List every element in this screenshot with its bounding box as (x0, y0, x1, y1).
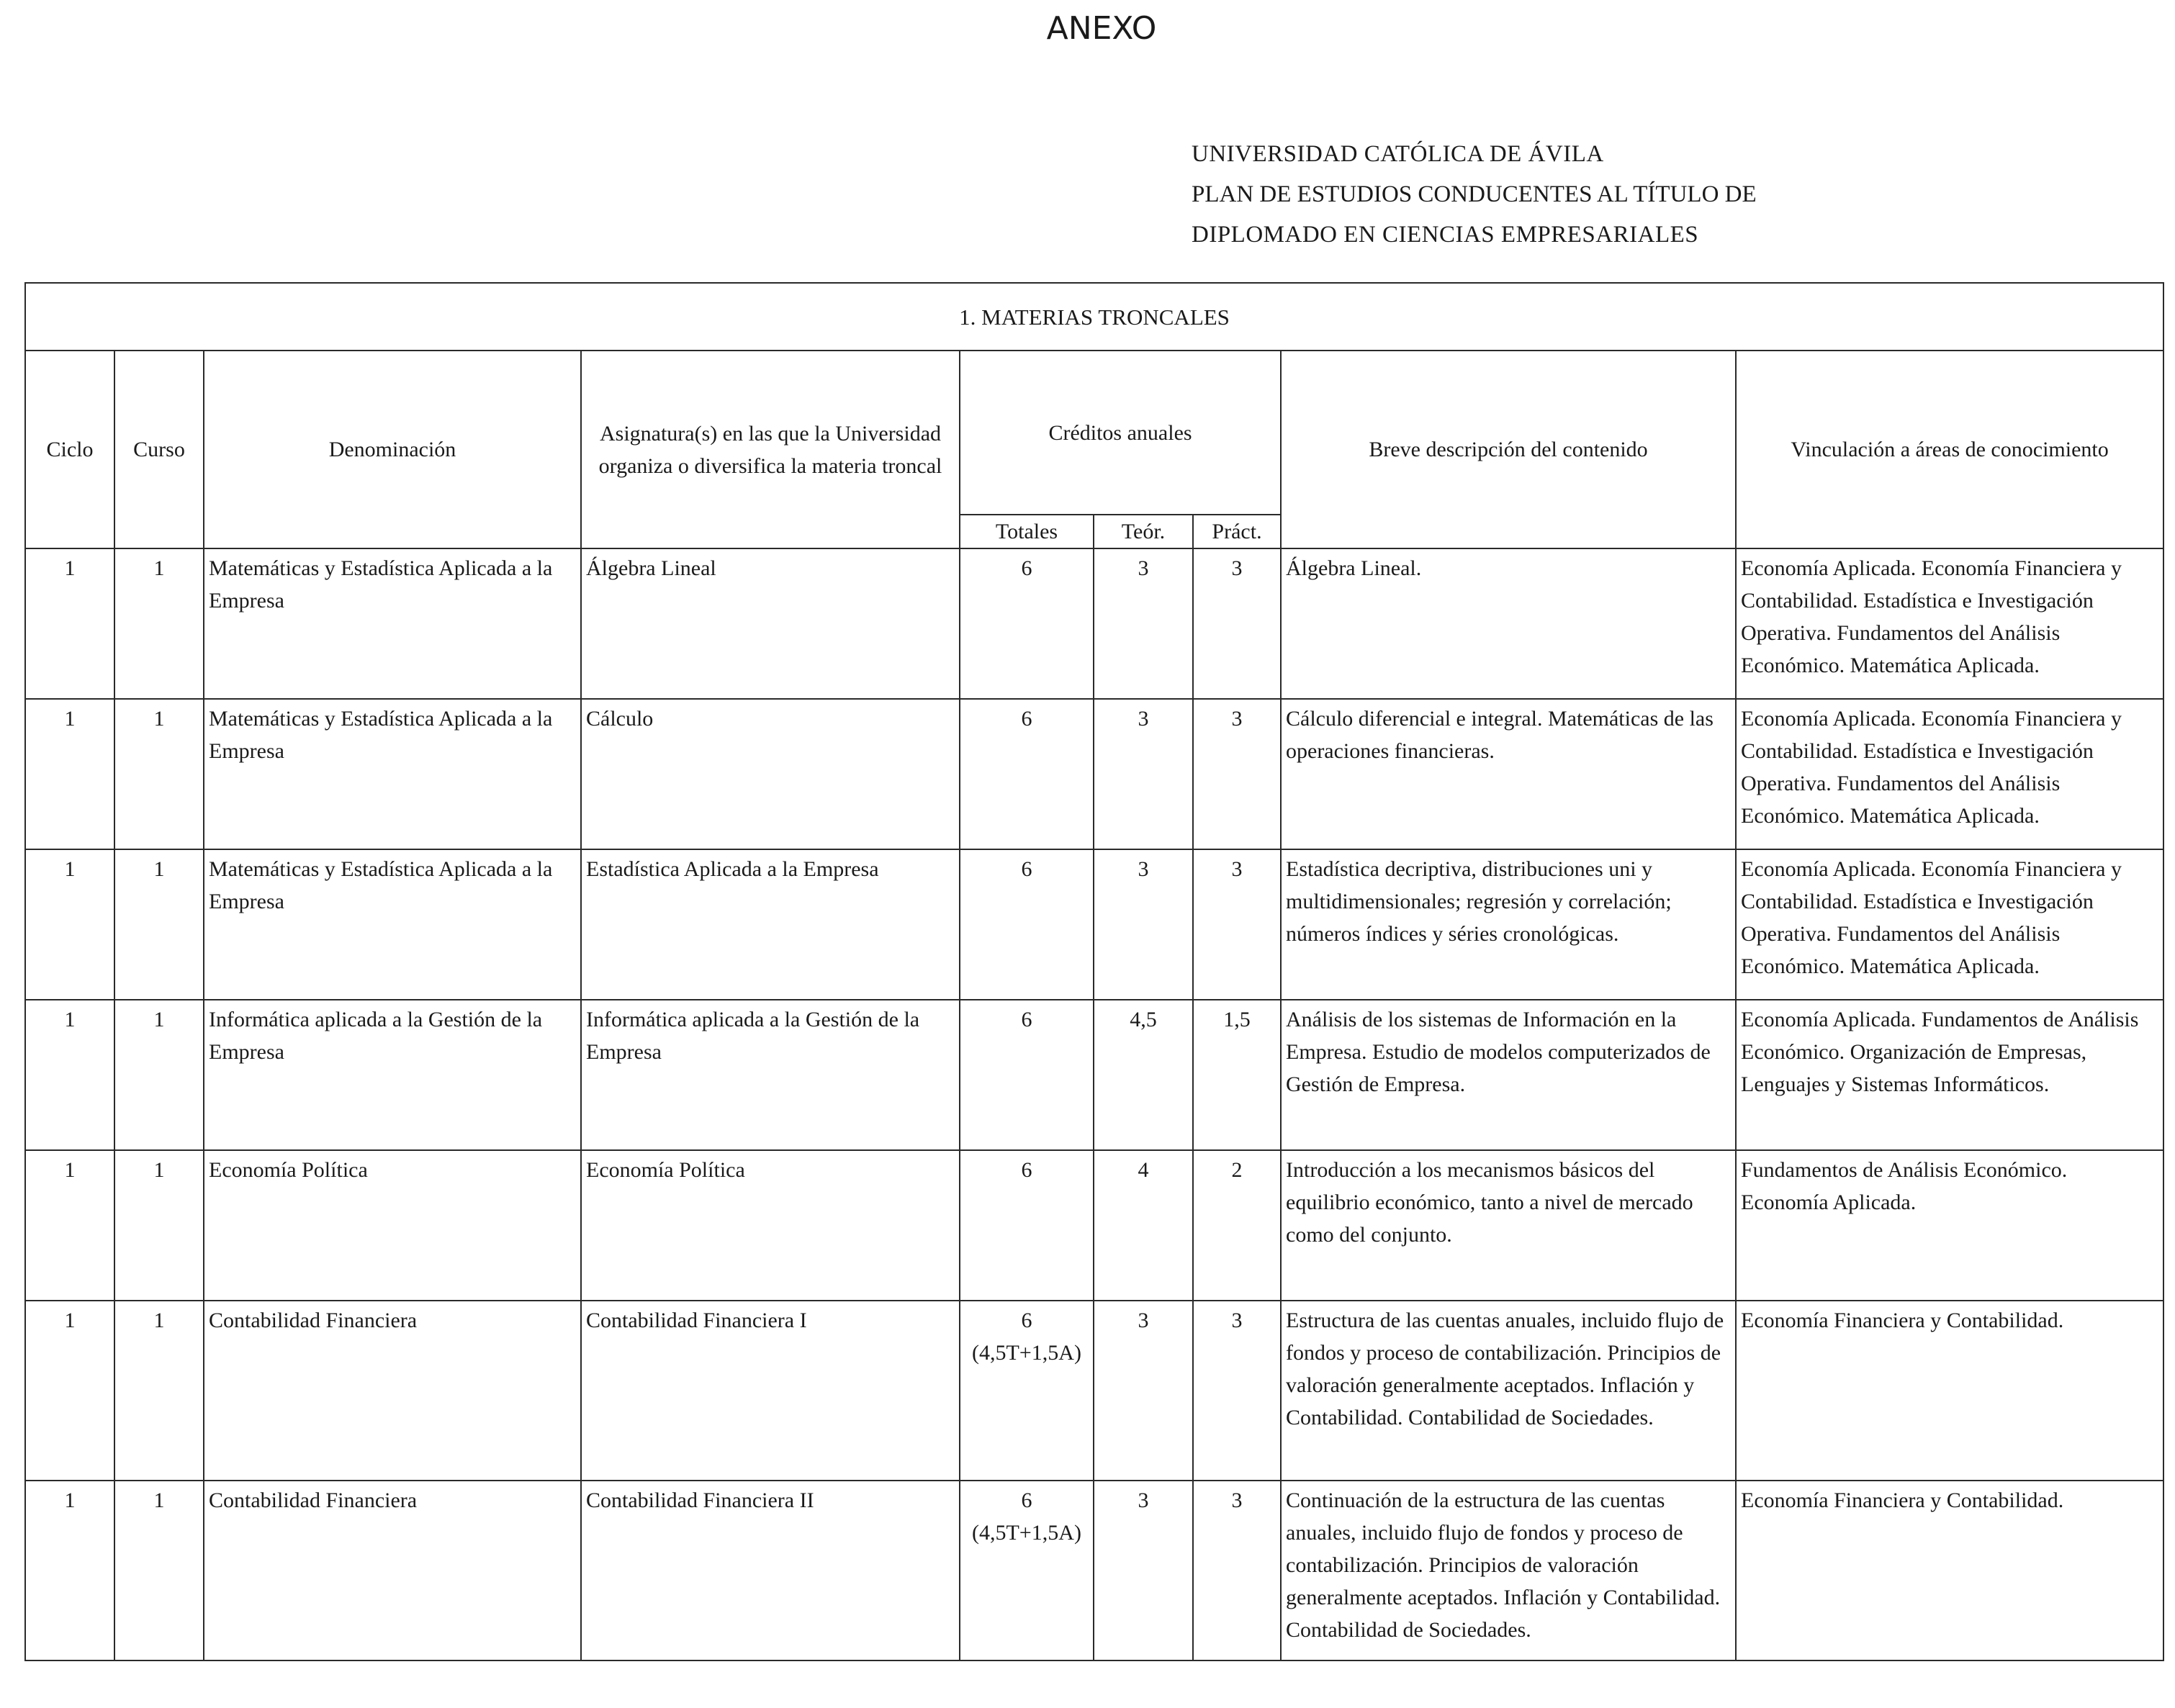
cell-teor: 3 (1094, 1301, 1193, 1481)
cell-descripcion: Introducción a los mecanismos básicos del equilibrio económico, tanto a nivel de mercado como del conjunto. (1281, 1150, 1736, 1301)
cell-pract: 3 (1193, 1481, 1281, 1660)
cell-asignatura: Cálculo (581, 699, 960, 849)
header-asignaturas: Asignatura(s) en las que la Universidad organiza o diversifica la materia troncal (581, 351, 960, 548)
plan-title: PLAN DE ESTUDIOS CONDUCENTES AL TÍTULO DE (1192, 181, 1757, 207)
cell-pract: 3 (1193, 699, 1281, 849)
cell-descripcion: Álgebra Lineal. (1281, 548, 1736, 699)
totales-extra: (4,5T+1,5A) (972, 1521, 1081, 1545)
cell-vinculacion: Economía Aplicada. Economía Financiera y Contabilidad. Estadística e Investigación Operativa. Fundamentos del Análisis Económico. Matemática Aplicada. (1736, 548, 2163, 699)
cell-ciclo: 1 (25, 699, 114, 849)
cell-pract: 3 (1193, 1301, 1281, 1481)
cell-curso: 1 (114, 1000, 204, 1150)
cell-ciclo: 1 (25, 1150, 114, 1301)
cell-totales (960, 699, 1094, 849)
totales-value: 6 (1021, 1158, 1032, 1182)
page-title: ANEXO (1046, 10, 1157, 47)
cell-pract: 3 (1193, 849, 1281, 1000)
cell-curso: 1 (114, 548, 204, 699)
cell-curso: 1 (114, 699, 204, 849)
cell-denominacion: Matemáticas y Estadística Aplicada a la Empresa (204, 849, 581, 1000)
cell-vinculacion: Economía Aplicada. Economía Financiera y Contabilidad. Estadística e Investigación Operativa. Fundamentos del Análisis Económico. Matemática Aplicada. (1736, 699, 2163, 849)
totales-value: 6 (1021, 857, 1032, 881)
cell-teor: 4,5 (1094, 1000, 1193, 1150)
totales-extra: (4,5T+1,5A) (972, 1341, 1081, 1365)
cell-asignatura: Contabilidad Financiera I (581, 1301, 960, 1481)
header-pract: Práct. (1193, 515, 1281, 548)
cell-descripcion: Estructura de las cuentas anuales, incluido flujo de fondos y proceso de contabilización. Principios de valoración generalmente aceptados. Inflación y Contabilidad. Contabilidad de Sociedades. (1281, 1301, 1736, 1481)
cell-asignatura: Economía Política (581, 1150, 960, 1301)
header-vinculacion: Vinculación a áreas de conocimiento (1736, 351, 2163, 548)
cell-denominacion: Contabilidad Financiera (204, 1301, 581, 1481)
cell-teor: 3 (1094, 1481, 1193, 1660)
cell-pract: 3 (1193, 548, 1281, 699)
section-title: 1. MATERIAS TRONCALES (25, 283, 2163, 351)
totales-value: 6 (1021, 556, 1032, 580)
cell-totales (960, 548, 1094, 699)
cell-asignatura: Informática aplicada a la Gestión de la Empresa (581, 1000, 960, 1150)
cell-descripcion: Continuación de la estructura de las cuentas anuales, incluido flujo de fondos y proceso de contabilización. Principios de valoración generalmente aceptados. Inflación y Contabilidad. Contabilidad de Sociedades. (1281, 1481, 1736, 1660)
totales-value: 6 (1021, 1488, 1032, 1512)
cell-ciclo: 1 (25, 1301, 114, 1481)
totales-value: 6 (1021, 1309, 1032, 1332)
cell-ciclo: 1 (25, 849, 114, 1000)
cell-teor: 3 (1094, 849, 1193, 1000)
document-header (1192, 134, 1757, 255)
header-denominacion: Denominación (204, 351, 581, 548)
cell-ciclo: 1 (25, 548, 114, 699)
degree-title: DIPLOMADO EN CIENCIAS EMPRESARIALES (1192, 222, 1699, 248)
cell-vinculacion: Economía Financiera y Contabilidad. (1736, 1481, 2163, 1660)
cell-ciclo: 1 (25, 1481, 114, 1660)
header-ciclo: Ciclo (25, 351, 114, 548)
cell-denominacion: Informática aplicada a la Gestión de la Empresa (204, 1000, 581, 1150)
header-curso: Curso (114, 351, 204, 548)
cell-teor: 4 (1094, 1150, 1193, 1301)
table-row (25, 849, 2163, 1000)
totales-value: 6 (1021, 1008, 1032, 1031)
cell-vinculacion: Economía Aplicada. Fundamentos de Análisis Económico. Organización de Empresas, Lenguajes y Sistemas Informáticos. (1736, 1000, 2163, 1150)
header-totales: Totales (960, 515, 1094, 548)
cell-descripcion: Estadística decriptiva, distribuciones uni y multidimensionales; regresión y correlación; números índices y séries cronológicas. (1281, 849, 1736, 1000)
subjects-table (24, 282, 2164, 1661)
table-row (25, 699, 2163, 849)
cell-totales (960, 1000, 1094, 1150)
totales-value: 6 (1021, 707, 1032, 731)
cell-totales (960, 1150, 1094, 1301)
table-row (25, 1301, 2163, 1481)
cell-denominacion: Matemáticas y Estadística Aplicada a la Empresa (204, 548, 581, 699)
cell-vinculacion: Economía Financiera y Contabilidad. (1736, 1301, 2163, 1481)
cell-totales (960, 849, 1094, 1000)
cell-descripcion: Análisis de los sistemas de Información en la Empresa. Estudio de modelos computerizados de Gestión de Empresa. (1281, 1000, 1736, 1150)
cell-asignatura: Contabilidad Financiera II (581, 1481, 960, 1660)
table-row (25, 1150, 2163, 1301)
cell-totales (960, 1301, 1094, 1481)
cell-pract: 2 (1193, 1150, 1281, 1301)
table-row (25, 548, 2163, 699)
table-row (25, 1000, 2163, 1150)
cell-vinculacion: Fundamentos de Análisis Económico. Economía Aplicada. (1736, 1150, 2163, 1301)
cell-curso: 1 (114, 1481, 204, 1660)
cell-denominacion: Economía Política (204, 1150, 581, 1301)
table-row (25, 1481, 2163, 1660)
cell-denominacion: Contabilidad Financiera (204, 1481, 581, 1660)
cell-teor: 3 (1094, 548, 1193, 699)
cell-descripcion: Cálculo diferencial e integral. Matemáticas de las operaciones financieras. (1281, 699, 1736, 849)
cell-curso: 1 (114, 1150, 204, 1301)
header-creditos: Créditos anuales (960, 351, 1281, 515)
cell-asignatura: Álgebra Lineal (581, 548, 960, 699)
cell-totales (960, 1481, 1094, 1660)
cell-pract: 1,5 (1193, 1000, 1281, 1150)
cell-curso: 1 (114, 849, 204, 1000)
cell-denominacion: Matemáticas y Estadística Aplicada a la Empresa (204, 699, 581, 849)
cell-ciclo: 1 (25, 1000, 114, 1150)
header-teor: Teór. (1094, 515, 1193, 548)
cell-vinculacion: Economía Aplicada. Economía Financiera y Contabilidad. Estadística e Investigación Operativa. Fundamentos del Análisis Económico. Matemática Aplicada. (1736, 849, 2163, 1000)
cell-curso: 1 (114, 1301, 204, 1481)
university-name: UNIVERSIDAD CATÓLICA DE ÁVILA (1192, 141, 1604, 167)
cell-asignatura: Estadística Aplicada a la Empresa (581, 849, 960, 1000)
cell-teor: 3 (1094, 699, 1193, 849)
header-descripcion: Breve descripción del contenido (1281, 351, 1736, 548)
